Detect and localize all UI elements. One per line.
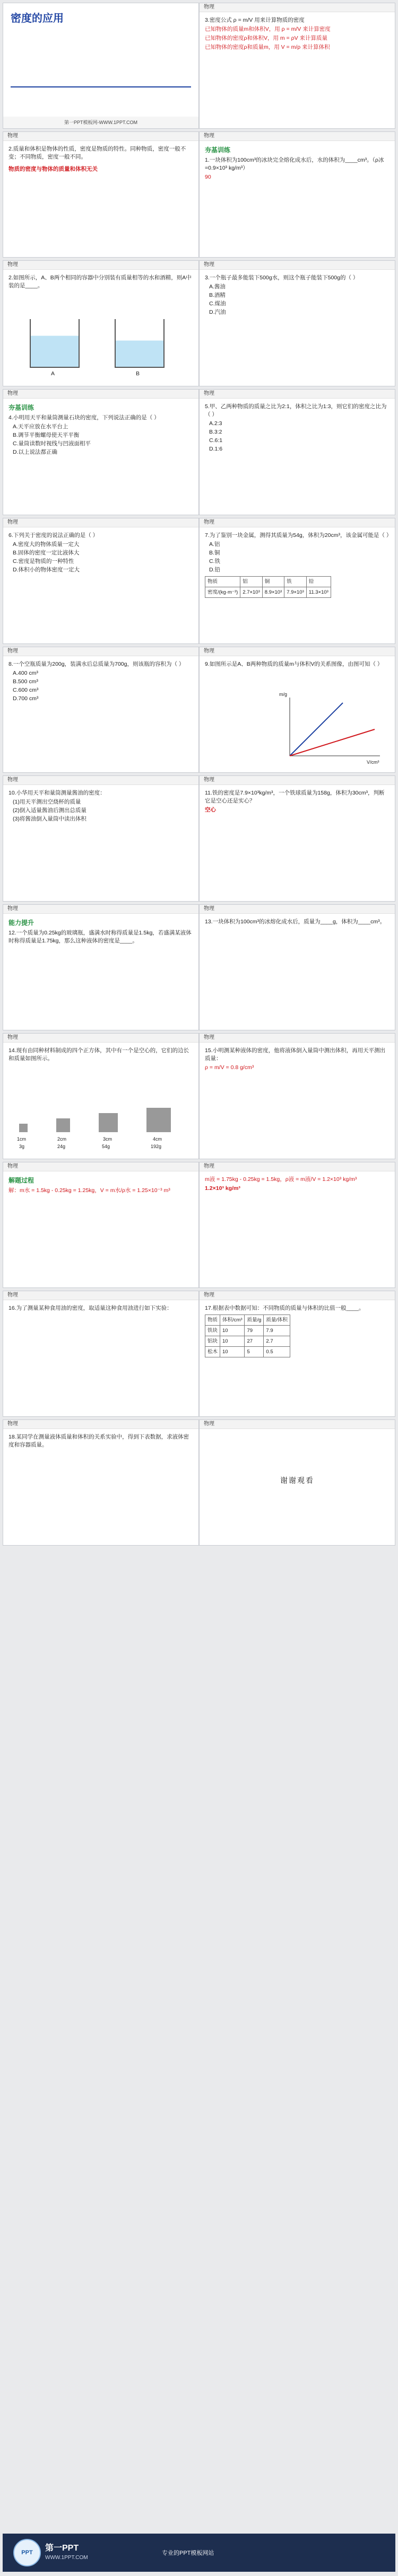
answer-text: 空心: [205, 807, 216, 813]
table-cell: 7.9: [264, 1326, 290, 1336]
slide-12: [199, 647, 395, 773]
table-header-cell: 质量/g: [245, 1315, 264, 1326]
option-a: A.天平应放在水平台上: [13, 424, 68, 430]
table-cell: 27: [245, 1336, 264, 1347]
table-cell: 79: [245, 1326, 264, 1336]
cube-1: [19, 1124, 28, 1132]
cube-3: [99, 1113, 118, 1132]
option-c: C.6:1: [209, 437, 223, 444]
cube-2: [56, 1118, 70, 1132]
slide-header: 物理: [200, 776, 395, 785]
slide-3: [3, 131, 199, 258]
slide-header: 物理: [200, 518, 395, 527]
option-d: D.700 cm³: [13, 695, 39, 702]
slide-header: 物理: [3, 905, 198, 914]
answer-text: 90: [205, 174, 211, 180]
table-cell: 8.9×10³: [262, 587, 284, 598]
slide-header: 物理: [200, 1420, 395, 1429]
slide-header: 物理: [200, 3, 395, 12]
step-1: (1)用天平测出空烧杯的质量: [13, 799, 81, 805]
option-c: C.铁: [209, 558, 220, 564]
table-header-cell: 铜: [262, 577, 284, 587]
thank-you-text: 谢谢观看: [280, 1476, 314, 1485]
table-cell: 5: [245, 1347, 264, 1357]
option-b: B.固体的密度一定比液体大: [13, 550, 80, 556]
section-title: 解题过程: [8, 1177, 34, 1184]
option-a: A.铝: [209, 541, 220, 548]
slide-7: [3, 389, 199, 515]
question-text: 15.小明测某种液体的密度，他将液体倒入量筒中测出体积，再用天平测出质量：: [205, 1047, 386, 1062]
slide-header: 物理: [3, 647, 198, 656]
density-table: [205, 576, 331, 598]
cube-3-label: 3cm: [103, 1136, 113, 1142]
cube-4-label: 4cm: [153, 1136, 162, 1142]
highlight-text: 物质的密度与物体的质量和体积无关: [8, 166, 98, 172]
slide-22: [199, 1291, 395, 1417]
question-text: 12.一个质量为0.25kg的玻璃瓶，盛满水时称得质量是1.5kg，若盛满某液体时称得质量是1.75kg，那么这种液体的密度是____。: [8, 930, 192, 944]
slide-8: [199, 389, 395, 515]
answer-text: ρ = m/V = 0.8 g/cm³: [205, 1064, 254, 1071]
question-text: 6.下列关于密度的说法正确的是（ ）: [8, 532, 99, 539]
answer-text: 1.2×10³ kg/m³: [205, 1185, 240, 1192]
option-c: C.密度是物质的一种特性: [13, 558, 74, 564]
slide-header: 物理: [3, 776, 198, 785]
slide-10: [199, 518, 395, 644]
slide-11: [3, 647, 199, 773]
option-b: B.3:2: [209, 429, 222, 435]
solution-text: 解：m水 = 1.5kg - 0.25kg = 1.25kg，V = m水/ρ水 = 1.25×10⁻³ m³: [8, 1187, 170, 1194]
slide-16: [199, 904, 395, 1030]
cube-3-mass: 54g: [102, 1144, 110, 1149]
slide-24: [199, 1419, 395, 1546]
table-header-cell: 物质: [205, 577, 240, 587]
mass-volume-graph: [279, 692, 385, 766]
table-cell: 11.3×10³: [306, 587, 331, 598]
slide-19: [3, 1162, 199, 1288]
option-a: A.密度大的物体质量一定大: [13, 541, 80, 548]
question-text: 11.铁的密度是7.9×10³kg/m³，一个铁球质量为158g，体积为30cm³，判断它是空心还是实心？: [205, 790, 385, 804]
text-line-1: 3.密度公式 ρ = m/V 用来计算物质的密度: [205, 17, 305, 23]
question-text: 16.为了测量某种食用油的密度，取适量这种食用油进行如下实验：: [8, 1305, 172, 1311]
slide-20: [199, 1162, 395, 1288]
slide-header: 物理: [200, 1034, 395, 1043]
slide-21: [3, 1291, 199, 1417]
option-c: C.量筒读数时视线与凹液面相平: [13, 440, 91, 447]
option-b: B.酒精: [209, 292, 226, 298]
slide-18: [199, 1033, 395, 1159]
table-cell: 10: [220, 1336, 245, 1347]
table-header-cell: 体积/cm³: [220, 1315, 245, 1326]
slide-13: [3, 775, 199, 902]
slide-header: 物理: [3, 1034, 198, 1043]
option-d: D.汽油: [209, 309, 226, 315]
table-cell: 2.7: [264, 1336, 290, 1347]
slide-4: [199, 131, 395, 258]
table-cell: 铁块: [205, 1326, 220, 1336]
slide-header: 物理: [3, 1291, 198, 1300]
slide-header: 物理: [3, 261, 198, 270]
table-header-cell: 铝: [240, 577, 263, 587]
section-title: 夯基训练: [8, 404, 34, 411]
option-a: A.酱油: [209, 284, 226, 290]
footer-brand: 第一PPT: [45, 2544, 79, 2553]
table-cell: 松木: [205, 1347, 220, 1357]
y-axis-label: m/g: [279, 692, 288, 697]
cube-4-mass: 192g: [151, 1144, 162, 1149]
question-text: 1.一块体积为100cm³的冰块完全熔化成水后，水的体积为____cm³。（ρ冰=0.9×10³ kg/m³）: [205, 157, 384, 171]
option-b: B.铜: [209, 550, 220, 556]
question-text: 7.为了鉴别一块金属，测得其质量为54g，体积为20cm³，该金属可能是（ ）: [205, 532, 392, 539]
slide-14: [199, 775, 395, 902]
slide-header: 物理: [3, 1420, 198, 1429]
slide-header: 物理: [3, 132, 198, 141]
option-a: A.2:3: [209, 420, 222, 427]
cube-1-mass: 3g: [19, 1144, 25, 1149]
section-title: 能力提升: [8, 919, 34, 927]
beaker-a-illustration: [30, 319, 80, 368]
option-d: D.1:6: [209, 446, 223, 452]
cube-4: [146, 1108, 171, 1132]
slide-23: [3, 1419, 199, 1546]
table-cell: 铝块: [205, 1336, 220, 1347]
cube-2-label: 2cm: [57, 1136, 67, 1142]
table-header-cell: 铅: [306, 577, 331, 587]
table-header-cell: 铁: [284, 577, 307, 587]
option-a: A.400 cm³: [13, 670, 38, 676]
x-axis-label: V/cm³: [367, 760, 379, 765]
option-d: D.铅: [209, 567, 220, 573]
label-a: A: [51, 370, 55, 377]
table-cell: 密度/(kg·m⁻³): [205, 587, 240, 598]
beaker-b-illustration: [115, 319, 165, 368]
slide-header: 物理: [200, 647, 395, 656]
option-b: B.调节平衡螺母使天平平衡: [13, 432, 80, 438]
slide-header: 物理: [200, 261, 395, 270]
slide-header: 物理: [200, 1291, 395, 1300]
text-line-4: 已知物体的密度ρ和质量m，用 V = m/ρ 来计算体积: [205, 44, 330, 50]
table-cell: 10: [220, 1326, 245, 1336]
option-c: C.600 cm³: [13, 687, 39, 693]
table-cell: 2.7×10³: [240, 587, 263, 598]
table-header-cell: 质量/体积: [264, 1315, 290, 1326]
cube-1-label: 1cm: [17, 1136, 27, 1142]
question-text: 10.小华用天平和量筒测量酱油的密度：: [8, 790, 106, 796]
table-cell: 10: [220, 1347, 245, 1357]
question-text: 18.某同学在测量液体质量和体积的关系实验中，得到下表数据，求液体密度和容器质量。: [8, 1434, 189, 1448]
text-line-3: 已知物体的密度ρ和体积V，用 m = ρV 来计算质量: [205, 35, 327, 41]
footer-slogan: 专业的PPT模板网站: [162, 2550, 214, 2556]
slide-header: 物理: [200, 132, 395, 141]
footer-banner: [3, 2534, 395, 2572]
slide-header: 物理: [200, 905, 395, 914]
ppt-logo-icon: PPT: [13, 2539, 41, 2566]
table-header-cell: 物质: [205, 1315, 220, 1326]
option-c: C.煤油: [209, 301, 226, 307]
text-paragraph: 2.质量和体积是物体的性质，密度是物质的特性。同种物质，密度一般不变；不同物质，密度一般不同。: [8, 146, 186, 160]
table-cell: 7.9×10³: [284, 587, 307, 598]
slide-header: 物理: [3, 390, 198, 399]
slide-9: [3, 518, 199, 644]
slide-header: 物理: [3, 518, 198, 527]
option-d: D.体积小的物体密度一定大: [13, 567, 80, 573]
cover-slide: [3, 3, 199, 129]
slide-5: [3, 260, 199, 386]
cover-title: 密度的应用: [11, 13, 64, 24]
question-text: 4.小明用天平和量筒测量石块的密度，下列说法正确的是（ ）: [8, 414, 160, 421]
section-title: 夯基训练: [205, 146, 231, 154]
slide-header: 物理: [200, 1162, 395, 1171]
option-d: D.以上说法都正确: [13, 449, 57, 455]
step-3: (3)将酱油倒入量筒中读出体积: [13, 816, 86, 822]
solution-text: m液 = 1.75kg - 0.25kg = 1.5kg，ρ液 = m液/V = 1.2×10³ kg/m³: [205, 1176, 357, 1183]
option-b: B.500 cm³: [13, 678, 38, 685]
question-text: 3.一个瓶子最多能装下500g水，则这个瓶子能装下500g的（ ）: [205, 275, 359, 281]
question-text: 2.如图所示，A、B两个相同的容器中分别装有质量相等的水和酒精，则A中装的是____。: [8, 275, 192, 289]
question-text: 8.一个空瓶质量为200g，装满水后总质量为700g，则该瓶的容积为（ ）: [8, 661, 185, 667]
step-2: (2)倒入适量酱油后测出总质量: [13, 807, 86, 814]
slide-6: [199, 260, 395, 386]
slide-header: 物理: [200, 390, 395, 399]
question-text: 14.现有由同种材料制成的四个正方体，其中有一个是空心的，它们的边长和质量如图所示。: [8, 1047, 189, 1062]
question-text: 9.如图所示是A、B两种物质的质量m与体积V的关系图像，由图可知（ ）: [205, 661, 383, 667]
cube-2-mass: 24g: [57, 1144, 66, 1149]
question-text: 13.一块体积为100cm³的冰熔化成水后，质量为____g，体积为____cm³。: [205, 919, 386, 925]
footer-url[interactable]: WWW.1PPT.COM: [45, 2555, 88, 2561]
slide-header: 物理: [3, 1162, 198, 1171]
table-cell: 0.5: [264, 1347, 290, 1357]
question-text: 17.根据表中数据可知：不同物质的质量与体积的比值一般____。: [205, 1305, 365, 1311]
slide-2: [199, 3, 395, 129]
slide-15: [3, 904, 199, 1030]
cover-banner: 第一PPT模板网-WWW.1PPT.COM: [3, 117, 198, 128]
slide-17: [3, 1033, 199, 1159]
text-line-2: 已知物体的质量m和体积V，用 ρ = m/V 来计算密度: [205, 26, 331, 32]
question-text: 5.甲、乙两种物质的质量之比为2:1，体积之比为1:3，则它们的密度之比为（ ）: [205, 403, 387, 418]
label-b: B: [136, 370, 140, 377]
data-table: [205, 1315, 290, 1357]
